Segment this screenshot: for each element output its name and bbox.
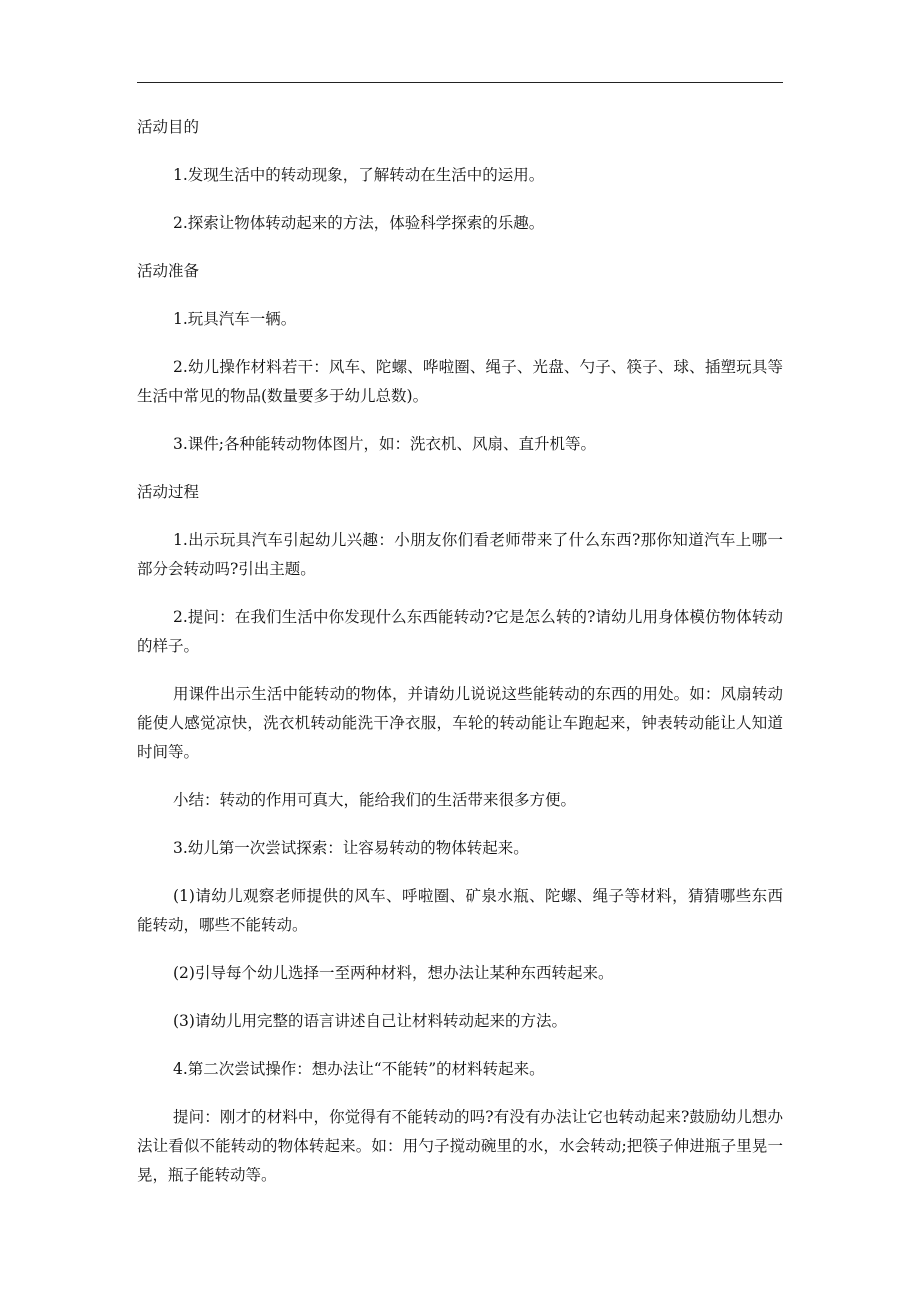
paragraph: 1.玩具汽车一辆。 xyxy=(173,310,297,328)
document-body xyxy=(137,113,783,1209)
header-rule xyxy=(137,82,783,83)
paragraph: 3.幼儿第一次尝试探索：让容易转动的物体转起来。 xyxy=(173,839,529,857)
paragraph: (1)请幼儿观察老师提供的风车、呼啦圈、矿泉水瓶、陀螺、绳子等材料，猜猜哪些东西能转动，哪些不能转动。 xyxy=(137,887,783,934)
paragraph: 小结：转动的作用可真大，能给我们的生活带来很多方便。 xyxy=(173,791,577,809)
paragraph: 2.探索让物体转动起来的方法，体验科学探索的乐趣。 xyxy=(173,214,545,232)
paragraph: 2.提问：在我们生活中你发现什么东西能转动?它是怎么转的?请幼儿用身体模仿物体转动的样子。 xyxy=(137,608,783,655)
paragraph: 2.幼儿操作材料若干：风车、陀螺、哗啦圈、绳子、光盘、勺子、筷子、球、插塑玩具等生活中常见的物品(数量要多于幼儿总数)。 xyxy=(137,358,783,405)
paragraph: 1.发现生活中的转动现象，了解转动在生活中的运用。 xyxy=(173,166,545,184)
paragraph: (3)请幼儿用完整的语言讲述自己让材料转动起来的方法。 xyxy=(173,1012,567,1030)
paragraph: 1.出示玩具汽车引起幼儿兴趣：小朋友你们看老师带来了什么东西?那你知道汽车上哪一部分会转动吗?引出主题。 xyxy=(137,531,783,578)
section-heading-preparation: 活动准备 xyxy=(137,262,200,280)
paragraph: 4.第二次尝试操作：想办法让“不能转”的材料转起来。 xyxy=(173,1060,545,1078)
section-heading-goals: 活动目的 xyxy=(137,118,200,136)
paragraph: 3.课件;各种能转动物体图片，如：洗衣机、风扇、直升机等。 xyxy=(173,435,597,453)
section-heading-process: 活动过程 xyxy=(137,483,200,501)
paragraph: (2)引导每个幼儿选择一至两种材料，想办法让某种东西转起来。 xyxy=(173,964,614,982)
paragraph: 用课件出示生活中能转动的物体，并请幼儿说说这些能转动的东西的用处。如：风扇转动能使人感觉凉快，洗衣机转动能洗干净衣服，车轮的转动能让车跑起来，钟表转动能让人知道时间等。 xyxy=(137,685,783,761)
paragraph: 提问：刚才的材料中，你觉得有不能转动的吗?有没有办法让它也转动起来?鼓励幼儿想办法让看似不能转动的物体转起来。如：用勺子搅动碗里的水，水会转动;把筷子伸进瓶子里晃一晃，瓶子能转动等。 xyxy=(137,1108,783,1184)
